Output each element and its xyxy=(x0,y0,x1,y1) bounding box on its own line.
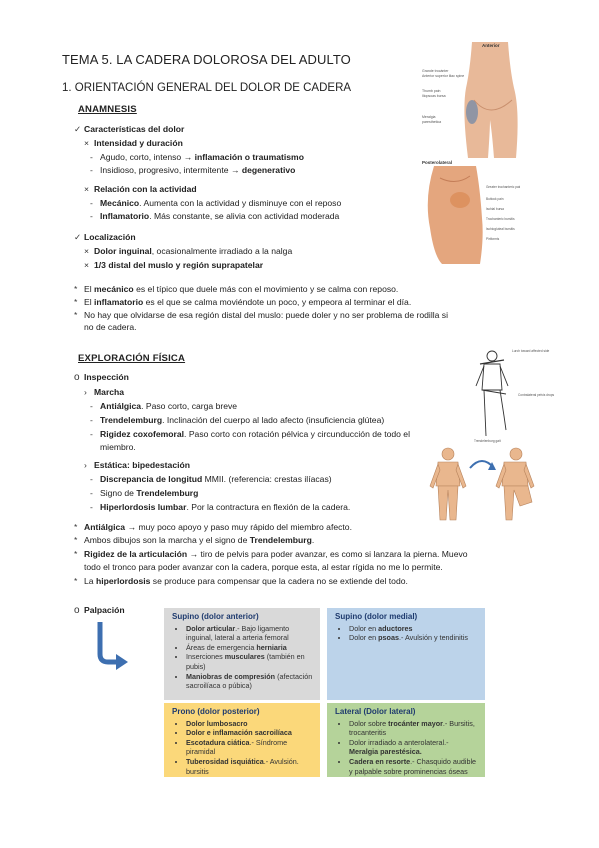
note: * Rigidez de la articulación → tiro de pelvis para poder avanzar, es como si lanzara la pierna. Muevo xyxy=(74,549,468,559)
list-item: ✓ Localización xyxy=(74,232,136,242)
list-item: - Agudo, corto, intenso → inflamación o traumatismo xyxy=(90,152,304,162)
list-item: - Discrepancia de longitud MMII. (referencia: crestas ilíacas) xyxy=(90,474,332,484)
note-continued: todo el tronco para poder avanzar con la cadera, porque esta, al estar rígida no me lo permite. xyxy=(84,562,443,572)
cross-icon: × xyxy=(84,246,90,256)
svg-text:Contralateral pelvis drops: Contralateral pelvis drops xyxy=(518,393,555,397)
list-item: ✓ Características del dolor xyxy=(74,124,185,134)
svg-text:Iliopsoas bursa: Iliopsoas bursa xyxy=(422,94,446,98)
list-item: › Estática: bipedestación xyxy=(84,460,190,470)
cross-icon: × xyxy=(84,184,90,194)
list-item: o Palpación xyxy=(74,605,125,616)
list-item: × Relación con la actividad xyxy=(84,184,197,194)
svg-text:paresthetica: paresthetica xyxy=(422,120,442,124)
list-item: - Inflamatorio. Más constante, se alivia con actividad moderada xyxy=(90,211,340,221)
list-item: × Dolor inguinal, ocasionalmente irradiado a la nalga xyxy=(84,246,293,256)
palpation-box-supino-anterior: Supino (dolor anterior) • Dolor articular.- Bajo ligamento inguinal, lateral a arteria femoral • Áreas de emergencia herniaria • Inserciones musculares (también en pubis) • Maniobras de compresión (afectación sacroilíaca o púbica) xyxy=(164,608,320,700)
list-item: - Hiperlordosis lumbar. Por la contractura en flexión de la cadera. xyxy=(90,502,351,512)
list-item: × 1/3 distal del muslo y región suprapatelar xyxy=(84,260,264,270)
figure-label: Posterolateral xyxy=(422,160,453,165)
svg-text:Ischiogluteal bursitis: Ischiogluteal bursitis xyxy=(486,227,515,231)
anterior-hip-illustration xyxy=(420,40,520,158)
list-item: › Marcha xyxy=(84,387,125,397)
list-item: - Antiálgica. Paso corto, carga breve xyxy=(90,401,238,411)
svg-text:Piriformis: Piriformis xyxy=(486,237,500,241)
anamnesis-title: ANAMNESIS xyxy=(78,104,137,115)
list-item: - Insidioso, progresivo, intermitente → degenerativo xyxy=(90,165,296,175)
note-continued: no de cadera. xyxy=(84,322,137,332)
figure-label: Anterior xyxy=(482,43,500,48)
list-item: - Trendelemburg. Inclinación del cuerpo al lado afecto (insuficiencia glútea) xyxy=(90,415,385,425)
note: * Antiálgica → muy poco apoyo y paso muy rápido del miembro afecto. xyxy=(74,522,352,532)
palpation-box-prono: Prono (dolor posterior) • Dolor lumbosacro • Dolor e inflamación sacroilíaca • Escotadura ciática.- Síndrome piramidal • Tuberosidad isquiática.- Avulsión. bursitis xyxy=(164,703,320,777)
palpation-box-lateral: Lateral (Dolor lateral) • Dolor sobre trocánter mayor.- Bursitis, trocanteritis • Dolor irradiado a anterolateral.- Meralgia parestésica. • Cadera en resorte.- Chasquido audible y palpable sobre prominencias óseas xyxy=(327,703,485,777)
svg-text:Lurch toward affected side: Lurch toward affected side xyxy=(512,349,550,353)
list-item: o Inspección xyxy=(74,372,129,383)
palpation-box-supino-medial: Supino (dolor medial) • Dolor en aductores • Dolor en psoas.- Avulsión y tendinitis xyxy=(327,608,485,700)
list-item: - Signo de Trendelemburg xyxy=(90,488,199,498)
list-item: - Rigidez coxofemoral. Paso corto con rotación pélvica y circunducción de todo el xyxy=(90,429,410,439)
check-icon: ✓ xyxy=(74,124,82,134)
svg-text:Greater trochanteric pain: Greater trochanteric pain xyxy=(486,185,520,189)
check-icon: ✓ xyxy=(74,232,82,242)
list-item: - Mecánico. Aumenta con la actividad y disminuye con el reposo xyxy=(90,198,342,208)
list-item-continued: miembro. xyxy=(100,442,136,452)
posterolateral-hip-illustration xyxy=(420,158,520,264)
svg-text:Trochanteric bursitis: Trochanteric bursitis xyxy=(486,217,515,221)
note: * La hiperlordosis se produce para compensar que la cadera no se extiende del todo. xyxy=(74,576,408,586)
svg-text:Thumb pain: Thumb pain xyxy=(422,89,441,93)
standing-figures-illustration xyxy=(422,446,548,522)
exploracion-title: EXPLORACIÓN FÍSICA xyxy=(78,353,186,364)
section-heading: 1. ORIENTACIÓN GENERAL DEL DOLOR DE CADERA xyxy=(62,82,352,94)
list-item: × Intensidad y duración xyxy=(84,138,183,148)
svg-text:Grande trocánter: Grande trocánter xyxy=(422,69,449,73)
svg-text:Buttock pain: Buttock pain xyxy=(486,197,504,201)
trendelenburg-gait-illustration xyxy=(470,346,556,444)
arrow-icon xyxy=(92,620,132,670)
note: * Ambos dibujos son la marcha y el signo de Trendelemburg. xyxy=(74,535,315,545)
cross-icon: × xyxy=(84,138,90,148)
note: * El inflamatorio es el que se calma moviéndote un poco, y empeora al terminar el día. xyxy=(74,297,412,307)
svg-text:Trendelenburg gait: Trendelenburg gait xyxy=(474,439,501,443)
svg-text:Meralgia: Meralgia xyxy=(422,115,436,119)
svg-text:Anterior superior iliac spine: Anterior superior iliac spine xyxy=(422,74,465,78)
cross-icon: × xyxy=(84,260,90,270)
note: * El mecánico es el típico que duele más con el movimiento y se calma con reposo. xyxy=(74,284,399,294)
note: * No hay que olvidarse de esa región distal del muslo: puede doler y no ser problema de rodilla si xyxy=(74,310,449,320)
svg-text:Ischial bursa: Ischial bursa xyxy=(486,207,504,211)
page-title: TEMA 5. LA CADERA DOLOROSA DEL ADULTO xyxy=(62,52,351,67)
